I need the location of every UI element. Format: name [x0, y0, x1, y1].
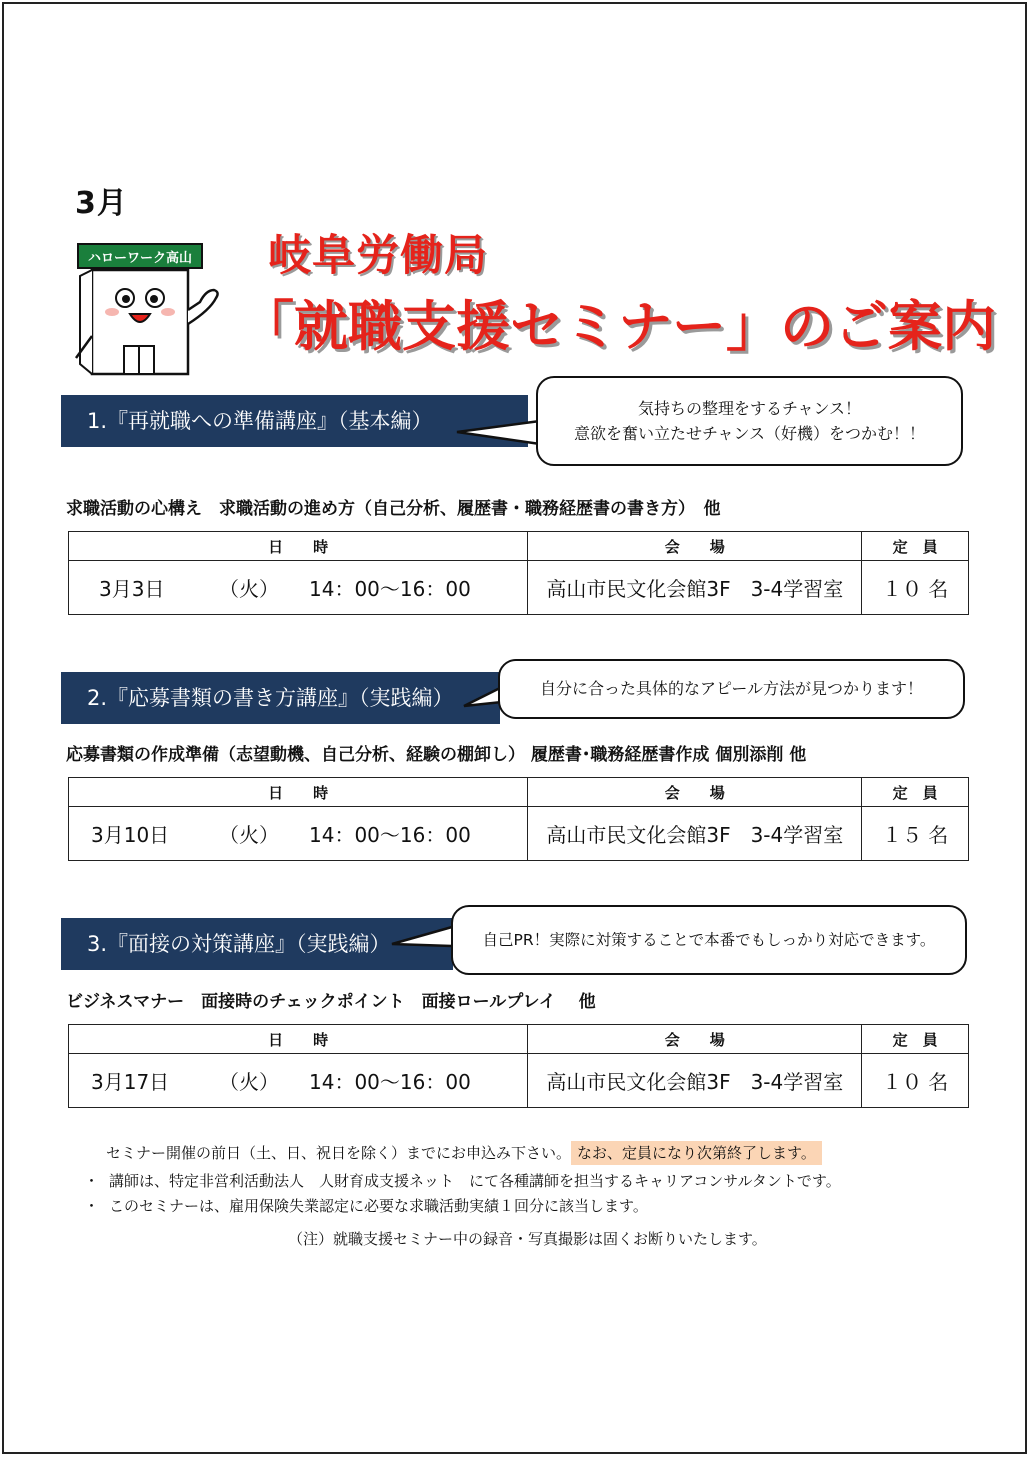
section1-bubble-line1: 気持ちの整理をするチャンス！ — [637, 399, 862, 418]
session-weekday: （火） — [219, 577, 279, 601]
section3-description: ビジネスマナー 面接時のチェックポイント 面接ロールプレイ 他 — [66, 992, 596, 1012]
section3-schedule-table — [68, 1024, 969, 1108]
session-venue: 高山市民文化会館3F 3-4学習室 — [528, 561, 862, 615]
section3-speech-bubble — [451, 905, 967, 975]
capacity-header: 定 員 — [862, 1025, 969, 1054]
section2-speech-bubble — [498, 659, 965, 719]
datetime-header: 日 時 — [69, 778, 528, 807]
bullet-note-1-text: 講師は、特定非営利活動法人 人財育成支援ネット にて各種講師を担当するキャリアコンサルタントです。 — [109, 1172, 841, 1190]
month-label: 3月 — [75, 186, 128, 221]
session-venue: 高山市民文化会館3F 3-4学習室 — [528, 1054, 862, 1108]
session-date: 3月17日 — [91, 1070, 170, 1094]
bullet-note-2 — [84, 1195, 648, 1216]
datetime-header: 日 時 — [69, 532, 528, 561]
footnote: （注）就職支援セミナー中の録音・写真撮影は固くお断りいたします。 — [288, 1230, 767, 1248]
session-capacity: １０ 名 — [862, 1054, 969, 1108]
capacity-highlight-note: なお、定員になり次第終了します。 — [571, 1141, 822, 1165]
title-line1: 岐阜労働局 — [268, 231, 488, 281]
bullet-note-2-text: このセミナーは、雇用保険失業認定に必要な求職活動実績１回分に該当します。 — [109, 1197, 648, 1215]
section1-schedule-table — [68, 531, 969, 615]
section1-bubble-tail — [455, 418, 545, 448]
session-weekday: （火） — [219, 1070, 279, 1094]
table-row — [69, 807, 969, 861]
venue-header: 会 場 — [528, 778, 862, 807]
venue-header: 会 場 — [528, 1025, 862, 1054]
session-date: 3月3日 — [99, 577, 165, 601]
hellowork-building-mascot-icon — [70, 240, 230, 380]
sign-text: ハローワーク高山 — [87, 251, 193, 266]
table-row — [69, 1054, 969, 1108]
capacity-header: 定 員 — [862, 532, 969, 561]
bullet-icon: ・ — [84, 1172, 100, 1190]
section2-bubble-line1: 自分に合った具体的なアピール方法が見つかります！ — [539, 679, 924, 698]
section2-heading: 2.『応募書類の書き方講座』（実践編） — [61, 672, 500, 724]
session-time: 14：00～16：00 — [309, 1070, 471, 1094]
session-time: 14：00～16：00 — [309, 823, 471, 847]
session-weekday: （火） — [219, 823, 279, 847]
capacity-header: 定 員 — [862, 778, 969, 807]
section3-bubble-line1: 自己PR！実際に対策することで本番でもしっかり対応できます。 — [482, 931, 936, 949]
session-time: 14：00～16：00 — [309, 577, 471, 601]
session-venue: 高山市民文化会館3F 3-4学習室 — [528, 807, 862, 861]
section1-bubble-line2: 意欲を奮い立たせチャンス（好機）をつかむ！！ — [573, 424, 926, 443]
apply-note-text: セミナー開催の前日（土、日、祝日を除く）までにお申込み下さい。 — [106, 1144, 572, 1162]
bullet-icon: ・ — [84, 1197, 100, 1215]
section1-speech-bubble — [536, 376, 963, 466]
session-capacity: １５ 名 — [862, 807, 969, 861]
section2-schedule-table — [68, 777, 969, 861]
venue-header: 会 場 — [528, 532, 862, 561]
section3-heading: 3.『面接の対策講座』（実践編） — [61, 918, 453, 970]
bullet-note-1 — [84, 1170, 841, 1191]
datetime-header: 日 時 — [69, 1025, 528, 1054]
apply-note — [106, 1142, 822, 1163]
section1-description: 求職活動の心構え 求職活動の進め方（自己分析、履歴書・職務経歴書の書き方） 他 — [66, 499, 721, 519]
section3-bubble-tail — [390, 924, 456, 954]
section1-heading: 1.『再就職への準備講座』（基本編） — [61, 395, 528, 447]
session-date: 3月10日 — [91, 823, 170, 847]
title-line2: 「就職支援セミナー」のご案内 — [240, 295, 996, 358]
table-row — [69, 561, 969, 615]
session-capacity: １０ 名 — [862, 561, 969, 615]
section2-description: 応募書類の作成準備（志望動機、自己分析、経験の棚卸し） 履歴書･職務経歴書作成 個別添削 他 — [66, 745, 807, 765]
